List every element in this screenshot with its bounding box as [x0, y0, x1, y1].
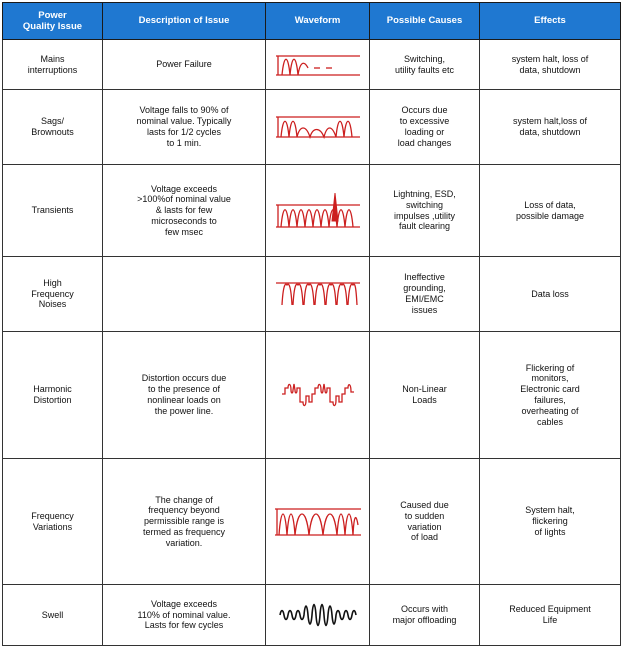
waveform-cell — [266, 165, 370, 257]
causes-cell: Ineffective grounding, EMI/EMC issues — [370, 257, 480, 332]
table-row — [3, 459, 621, 585]
transient-waveform-icon — [276, 191, 360, 231]
effects-cell: system halt, loss of data, shutdown — [480, 40, 621, 90]
issue-cell: Harmonic Distortion — [3, 332, 103, 459]
causes-cell: Occurs due to excessive loading or load changes — [370, 90, 480, 165]
swell-waveform-icon — [276, 599, 360, 631]
table-row — [3, 332, 621, 459]
description-cell — [103, 257, 266, 332]
causes-cell: Occurs with major offloading — [370, 585, 480, 646]
table-row — [3, 257, 621, 332]
effects-cell: Reduced Equipment Life — [480, 585, 621, 646]
issue-cell: Frequency Variations — [3, 459, 103, 585]
issue-cell: High Frequency Noises — [3, 257, 103, 332]
table-row — [3, 40, 621, 90]
effects-cell: Flickering of monitors, Electronic card failures, overheating of cables — [480, 332, 621, 459]
description-cell: Power Failure — [103, 40, 266, 90]
causes-cell: Caused due to sudden variation of load — [370, 459, 480, 585]
frequency-variation-waveform-icon — [275, 505, 361, 539]
header-row — [3, 3, 621, 40]
effects-cell: Data loss — [480, 257, 621, 332]
issue-cell: Mains interruptions — [3, 40, 103, 90]
issue-cell: Sags/ Brownouts — [3, 90, 103, 165]
table-row — [3, 165, 621, 257]
effects-cell: Loss of data, possible damage — [480, 165, 621, 257]
waveform-cell — [266, 459, 370, 585]
header-description: Description of Issue — [103, 3, 266, 40]
table-row — [3, 585, 621, 646]
waveform-cell — [266, 90, 370, 165]
issue-cell: Swell — [3, 585, 103, 646]
description-cell: Voltage falls to 90% of nominal value. Typically lasts for 1/2 cycles to 1 min. — [103, 90, 266, 165]
effects-cell: system halt,loss of data, shutdown — [480, 90, 621, 165]
noise-waveform-icon — [276, 279, 360, 309]
sag-waveform-icon — [276, 113, 360, 141]
harmonic-waveform-icon — [276, 380, 360, 410]
description-cell: Distortion occurs due to the presence of nonlinear loads on the power line. — [103, 332, 266, 459]
causes-cell: Switching, utility faults etc — [370, 40, 480, 90]
description-cell: Voltage exceeds >100%of nominal value & lasts for few microseconds to few msec — [103, 165, 266, 257]
waveform-cell — [266, 257, 370, 332]
issue-cell: Transients — [3, 165, 103, 257]
description-cell: Voltage exceeds 110% of nominal value. Lasts for few cycles — [103, 585, 266, 646]
header-issue: Power Quality Issue — [3, 3, 103, 40]
header-causes: Possible Causes — [370, 3, 480, 40]
description-cell: The change of frequency beyond permissible range is termed as frequency variation. — [103, 459, 266, 585]
interruption-waveform-icon — [276, 50, 360, 80]
header-waveform: Waveform — [266, 3, 370, 40]
effects-cell: System halt, flickering of lights — [480, 459, 621, 585]
causes-cell: Lightning, ESD, switching impulses ,utility fault clearing — [370, 165, 480, 257]
waveform-cell — [266, 585, 370, 646]
waveform-cell — [266, 40, 370, 90]
causes-cell: Non-Linear Loads — [370, 332, 480, 459]
header-effects: Effects — [480, 3, 621, 40]
table-row — [3, 90, 621, 165]
power-quality-table — [2, 2, 621, 646]
waveform-cell — [266, 332, 370, 459]
